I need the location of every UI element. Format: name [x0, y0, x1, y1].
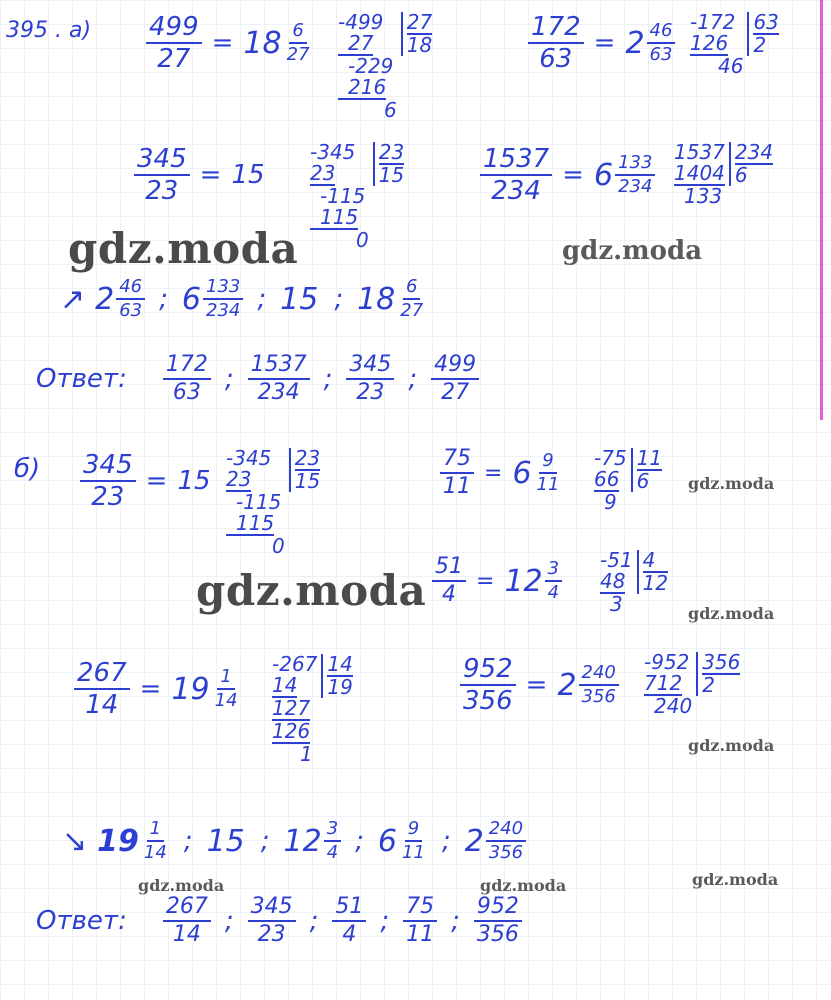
fraction: $\frac{345}{23}$	[80, 452, 136, 510]
long-division-a1: -499 27 -229 216 6 27 18	[338, 10, 433, 122]
long-division-a2: -172 126 46 63 2	[690, 10, 779, 78]
watermark: gdz.moda	[692, 870, 779, 889]
long-division-b4: -267 14 127 126 1 14 19	[272, 652, 353, 766]
mixed-number: 18 $\frac{6}{27}$	[243, 20, 310, 65]
answer-label: Ответ:	[36, 364, 127, 394]
arrow-down-right-icon: ↘	[62, 823, 88, 859]
long-division-a3: -345 23 -115 115 0 23 15	[310, 140, 405, 252]
watermark: gdz.moda	[562, 236, 703, 266]
watermark: gdz.moda	[688, 474, 775, 493]
task-number: 395	[6, 18, 48, 43]
equation-b1: $\frac{345}{23}$ = 15	[80, 452, 211, 510]
equation-b4: $\frac{267}{14}$ = 19 $\frac{1}{14}$	[74, 660, 241, 718]
answer-row-b: Ответ: $\frac{267}{14}$ ; $\frac{345}{23}$ ; $\frac{51}{4}$ ; $\frac{75}{11}$ ; $\frac{952}{356}$	[36, 896, 522, 946]
fraction: $\frac{1537}{234}$	[480, 146, 552, 204]
mixed-number: 6 $\frac{9}{11}$	[512, 450, 560, 495]
equation-a4: $\frac{1537}{234}$ = 6 $\frac{133}{234}$	[480, 146, 655, 204]
equation-a3: $\frac{345}{23}$ = 15	[134, 146, 265, 204]
watermark: gdz.moda	[68, 224, 299, 273]
equation-a1: $\frac{499}{27}$ = 18 $\frac{6}{27}$	[146, 14, 313, 72]
fraction: $\frac{952}{356}$	[460, 656, 516, 714]
long-division-a4: 1537 1404 133 234 6	[674, 140, 774, 208]
equation-b5: $\frac{952}{356}$ = 2 $\frac{240}{356}$	[460, 656, 619, 714]
watermark: gdz.moda	[138, 876, 225, 895]
watermark: gdz.moda	[688, 604, 775, 623]
watermark: gdz.moda	[196, 566, 427, 615]
mixed-number: 2 $\frac{240}{356}$	[557, 664, 618, 706]
long-division-b1: -345 23 -115 115 0 23 15	[226, 446, 321, 558]
whole-number: 15	[206, 823, 245, 859]
part-b-label: б)	[14, 454, 41, 484]
margin-line	[820, 0, 823, 420]
mixed-number: 18 $\frac{6}{27}$	[357, 276, 424, 321]
order-row-a: ↗ 2 $\frac{46}{63}$ ; 6 $\frac{133}{234}$ ; 15 ; 18 $\frac{6}{27}$	[60, 278, 426, 320]
mixed-number: 2 $\frac{46}{63}$	[625, 22, 675, 64]
whole-number: 15	[280, 281, 319, 317]
equation-b3: $\frac{51}{4}$ = 12 $\frac{3}{4}$	[432, 556, 562, 606]
fraction: $\frac{172}{63}$	[528, 14, 584, 72]
answer-label: Ответ:	[36, 906, 127, 936]
part-a-label: а)	[68, 18, 92, 43]
mixed-number: 2 $\frac{240}{356}$	[465, 820, 526, 862]
mixed-number: 6 $\frac{133}{234}$	[182, 278, 243, 320]
mixed-number: 12 $\frac{3}{4}$	[284, 820, 342, 862]
mixed-number: 19 $\frac{1}{14}$	[171, 666, 238, 711]
mixed-number: 6 $\frac{133}{234}$	[594, 154, 655, 196]
fraction: $\frac{499}{27}$	[146, 14, 202, 72]
task-number-label: 395 . а)	[6, 18, 92, 43]
mixed-number: 12 $\frac{3}{4}$	[504, 560, 562, 602]
long-division-b3: -51 48 3 4 12	[600, 548, 669, 616]
fraction: $\frac{75}{11}$	[440, 448, 474, 498]
order-row-b: ↘ 19 $\frac{1}{14}$ ; 15 ; 12 $\frac{3}{4}$ ; 6 $\frac{9}{11}$ ; 2 $\frac{240}{356}$	[62, 820, 526, 862]
mixed-number: 2 $\frac{46}{63}$	[95, 278, 145, 320]
mixed-number: 6 $\frac{9}{11}$	[377, 818, 425, 863]
long-division-b2: -75 66 9 11 6	[594, 446, 663, 514]
long-division-b5: -952 712 240 356 2	[644, 650, 741, 718]
mixed-number: 19 $\frac{1}{14}$	[97, 818, 167, 863]
equation-a2: $\frac{172}{63}$ = 2 $\frac{46}{63}$	[528, 14, 675, 72]
fraction: $\frac{345}{23}$	[134, 146, 190, 204]
watermark: gdz.moda	[688, 736, 775, 755]
answer-row-a: Ответ: $\frac{172}{63}$ ; $\frac{1537}{234}$ ; $\frac{345}{23}$ ; $\frac{499}{27}$	[36, 354, 479, 404]
fraction: $\frac{267}{14}$	[74, 660, 130, 718]
watermark: gdz.moda	[480, 876, 567, 895]
arrow-up-right-icon: ↗	[60, 281, 86, 317]
equation-b2: $\frac{75}{11}$ = 6 $\frac{9}{11}$	[440, 448, 562, 498]
fraction: $\frac{51}{4}$	[432, 556, 466, 606]
